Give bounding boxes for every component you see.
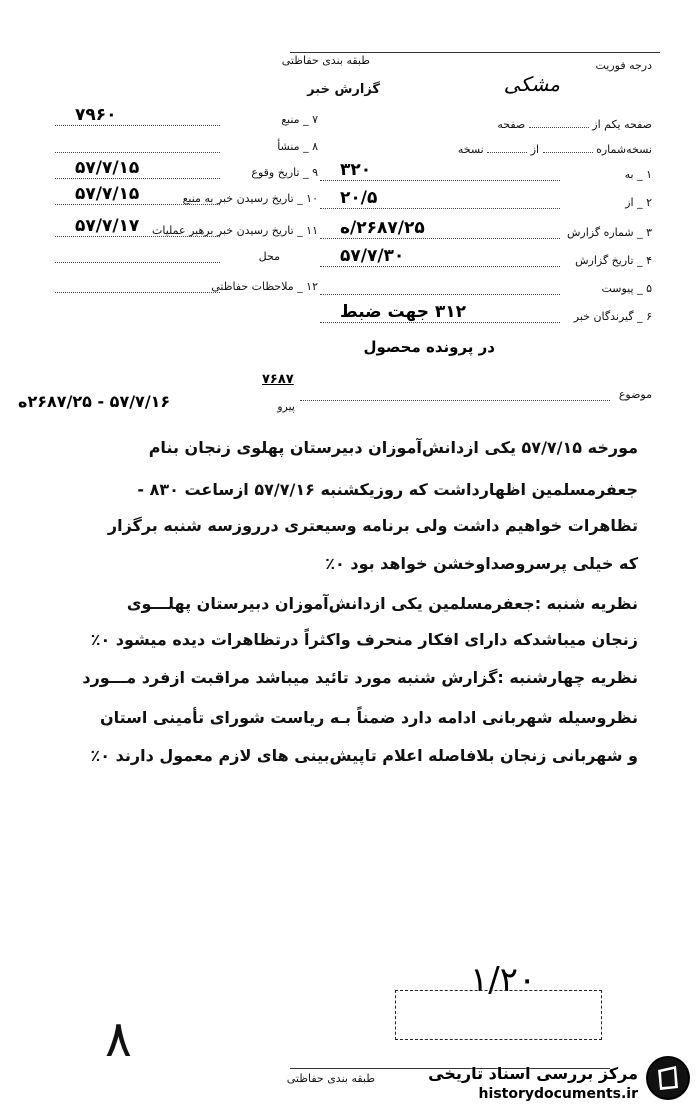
right-field-3: ۴ _ تاریخ گزارش	[575, 254, 652, 267]
stamp-box	[395, 990, 602, 1040]
field-label: منبع	[281, 113, 300, 126]
field-dots	[55, 152, 220, 153]
left-field-0: ۷ _ منبع	[281, 113, 318, 126]
watermark-url: historydocuments.ir	[478, 1086, 638, 1102]
field-dots	[320, 180, 560, 181]
field-value: ۵۷/۷/۱۵	[75, 158, 140, 178]
field-number: ۴	[646, 254, 652, 267]
classification-label-bottom: طبقه بندی حفاظتی	[286, 1072, 375, 1085]
field-label: به	[624, 168, 634, 181]
field-number: ۸	[312, 140, 318, 153]
field-dots	[320, 208, 560, 209]
watermark-logo	[646, 1056, 690, 1100]
classification-label-top: طبقه بندی حفاظتی	[281, 54, 370, 67]
body-line: و شهربانی زنجان بلافاصله اعلام تاپیش‌بینی های لازم معمول دارند ۰٪	[90, 746, 638, 765]
field-number: ۱	[646, 168, 652, 181]
field-value: ۷۹۶۰	[75, 105, 117, 125]
field-number: ۹	[312, 166, 318, 179]
body-line: جعفرمسلمین اظهارداشت که روزیکشنبه ۵۷/۷/۱۶ ازساعت ۸۳۰ -	[137, 480, 638, 499]
left-field-6: ۱۲ _ ملاحظات حفاظتی	[211, 280, 318, 293]
copy-label	[458, 143, 652, 156]
body-line: تظاهرات خواهیم داشت ولی برنامه وسیعتری درروزسه شنبه برگزار	[107, 516, 638, 535]
field-value: ۳۲۰	[340, 160, 372, 180]
field-number: ۱۰	[306, 192, 318, 205]
field-dots	[55, 178, 220, 179]
field-number: ۳	[646, 226, 652, 239]
watermark-title: مرکز بررسی اسناد تاریخی	[428, 1064, 638, 1083]
field-dots	[55, 292, 220, 293]
field-dots	[55, 204, 220, 205]
field-dots	[320, 322, 560, 323]
handwritten-date: ۱/۲۰	[470, 960, 537, 1000]
copy-suffix: نسخه	[457, 143, 484, 156]
right-field-4: ۵ _ پیوست	[601, 282, 652, 295]
followup-label: پیرو	[277, 400, 295, 413]
left-field-1: ۸ _ منشأ	[277, 140, 318, 153]
body-line: زنجان میباشدکه دارای افکار منحرف واکثراً درتظاهرات دیده میشود ۰٪	[90, 630, 638, 649]
field-label: محل	[258, 250, 280, 263]
right-field-0: ۱ _ به	[624, 168, 652, 181]
copy-of: از	[530, 143, 540, 156]
field-value: ۲۰/۵	[340, 188, 378, 208]
field-value: ۵۷/۷/۱۵	[75, 184, 140, 204]
handwritten-note: در پرونده محصول	[363, 338, 495, 356]
left-field-4: ۱۱ _ تاریخ رسیدن خبر برهبر عملیات	[151, 224, 318, 237]
archive-logo-icon	[646, 1056, 690, 1100]
field-dots	[55, 236, 220, 237]
field-label: از	[625, 196, 634, 209]
right-field-5: ۶ _ گیرندگان خبر	[573, 310, 652, 323]
left-field-5	[259, 250, 280, 263]
field-dots	[55, 262, 220, 263]
field-value: ۵۷/۷/۳۰	[340, 246, 405, 266]
field-label: ملاحظات حفاظتی	[211, 280, 294, 293]
page-label-text: صفحه یکم از	[592, 118, 652, 131]
field-number: ۲	[646, 196, 652, 209]
page-label	[497, 118, 652, 131]
body-line: مورخه ۵۷/۷/۱۵ یکی ازدانش‌آموزان دبیرستان پهلوی زنجان بنام	[148, 438, 638, 457]
left-field-3: ۱۰ _ تاریخ رسیدن خبر به منبع	[182, 192, 318, 205]
body-line: نظریه چهارشنبه :گزارش شنبه مورد تائید میباشد مراقبت ازفرد مـــورد	[82, 668, 638, 687]
field-label: تاریخ رسیدن خبر برهبر عملیات	[151, 224, 294, 237]
field-value: ۵۷/۷/۱۷	[75, 216, 140, 236]
field-number: ۷	[312, 113, 318, 126]
handwritten-mark: مشکی	[503, 72, 560, 96]
body-line: نظریه شنبه :جعفرمسلمین یکی ازدانش‌آموزان دبیرستان پهلـــوی	[126, 594, 638, 613]
followup-value: ۵۷/۷/۱۶ - ۲۶۸۷/۲۵ه	[18, 392, 171, 411]
right-field-1: ۲ _ از	[625, 196, 652, 209]
page-suffix: صفحه	[497, 118, 526, 131]
field-number: ۱۲	[306, 280, 318, 293]
field-label: شماره گزارش	[566, 226, 634, 239]
field-label: پیوست	[601, 282, 634, 295]
field-number: ۶	[646, 310, 652, 323]
field-number: ۵	[646, 282, 652, 295]
field-label: تاریخ وقوع	[251, 166, 300, 179]
subject-label: موضوع	[618, 388, 652, 401]
field-dots	[55, 125, 220, 126]
document-title: گزارش خبر	[307, 82, 380, 97]
priority-label: درجه فوریت	[595, 59, 652, 72]
header-divider	[290, 52, 660, 53]
field-dots	[320, 266, 560, 267]
right-field-2: ۳ _ شماره گزارش	[566, 226, 652, 239]
field-label: منشأ	[277, 140, 300, 153]
page-number: ۸	[105, 1010, 132, 1068]
field-value: ۲۶۸۷/۲۵/ه	[340, 218, 425, 238]
body-line: که خیلی پرسروصداوخشن خواهد بود ۰٪	[325, 554, 638, 573]
body-line: نظروسیله شهربانی ادامه دارد ضمناً بـه ریاست شورای تأمینی استان	[99, 708, 638, 727]
field-dots	[320, 238, 560, 239]
field-dots	[320, 294, 560, 295]
left-field-2: ۹ _ تاریخ وقوع	[251, 166, 318, 179]
copy-label-text: نسخه‌شماره	[596, 143, 652, 156]
field-label: گیرندگان خبر	[573, 310, 634, 323]
subject-dots	[300, 400, 610, 401]
field-label: تاریخ گزارش	[575, 254, 634, 267]
subject-stamp: ۷۶۸۷	[262, 372, 294, 387]
field-label: تاریخ رسیدن خبر به منبع	[182, 192, 294, 205]
field-number: ۱۱	[306, 224, 318, 237]
field-value: ۳۱۲ جهت ضبط	[340, 302, 467, 322]
